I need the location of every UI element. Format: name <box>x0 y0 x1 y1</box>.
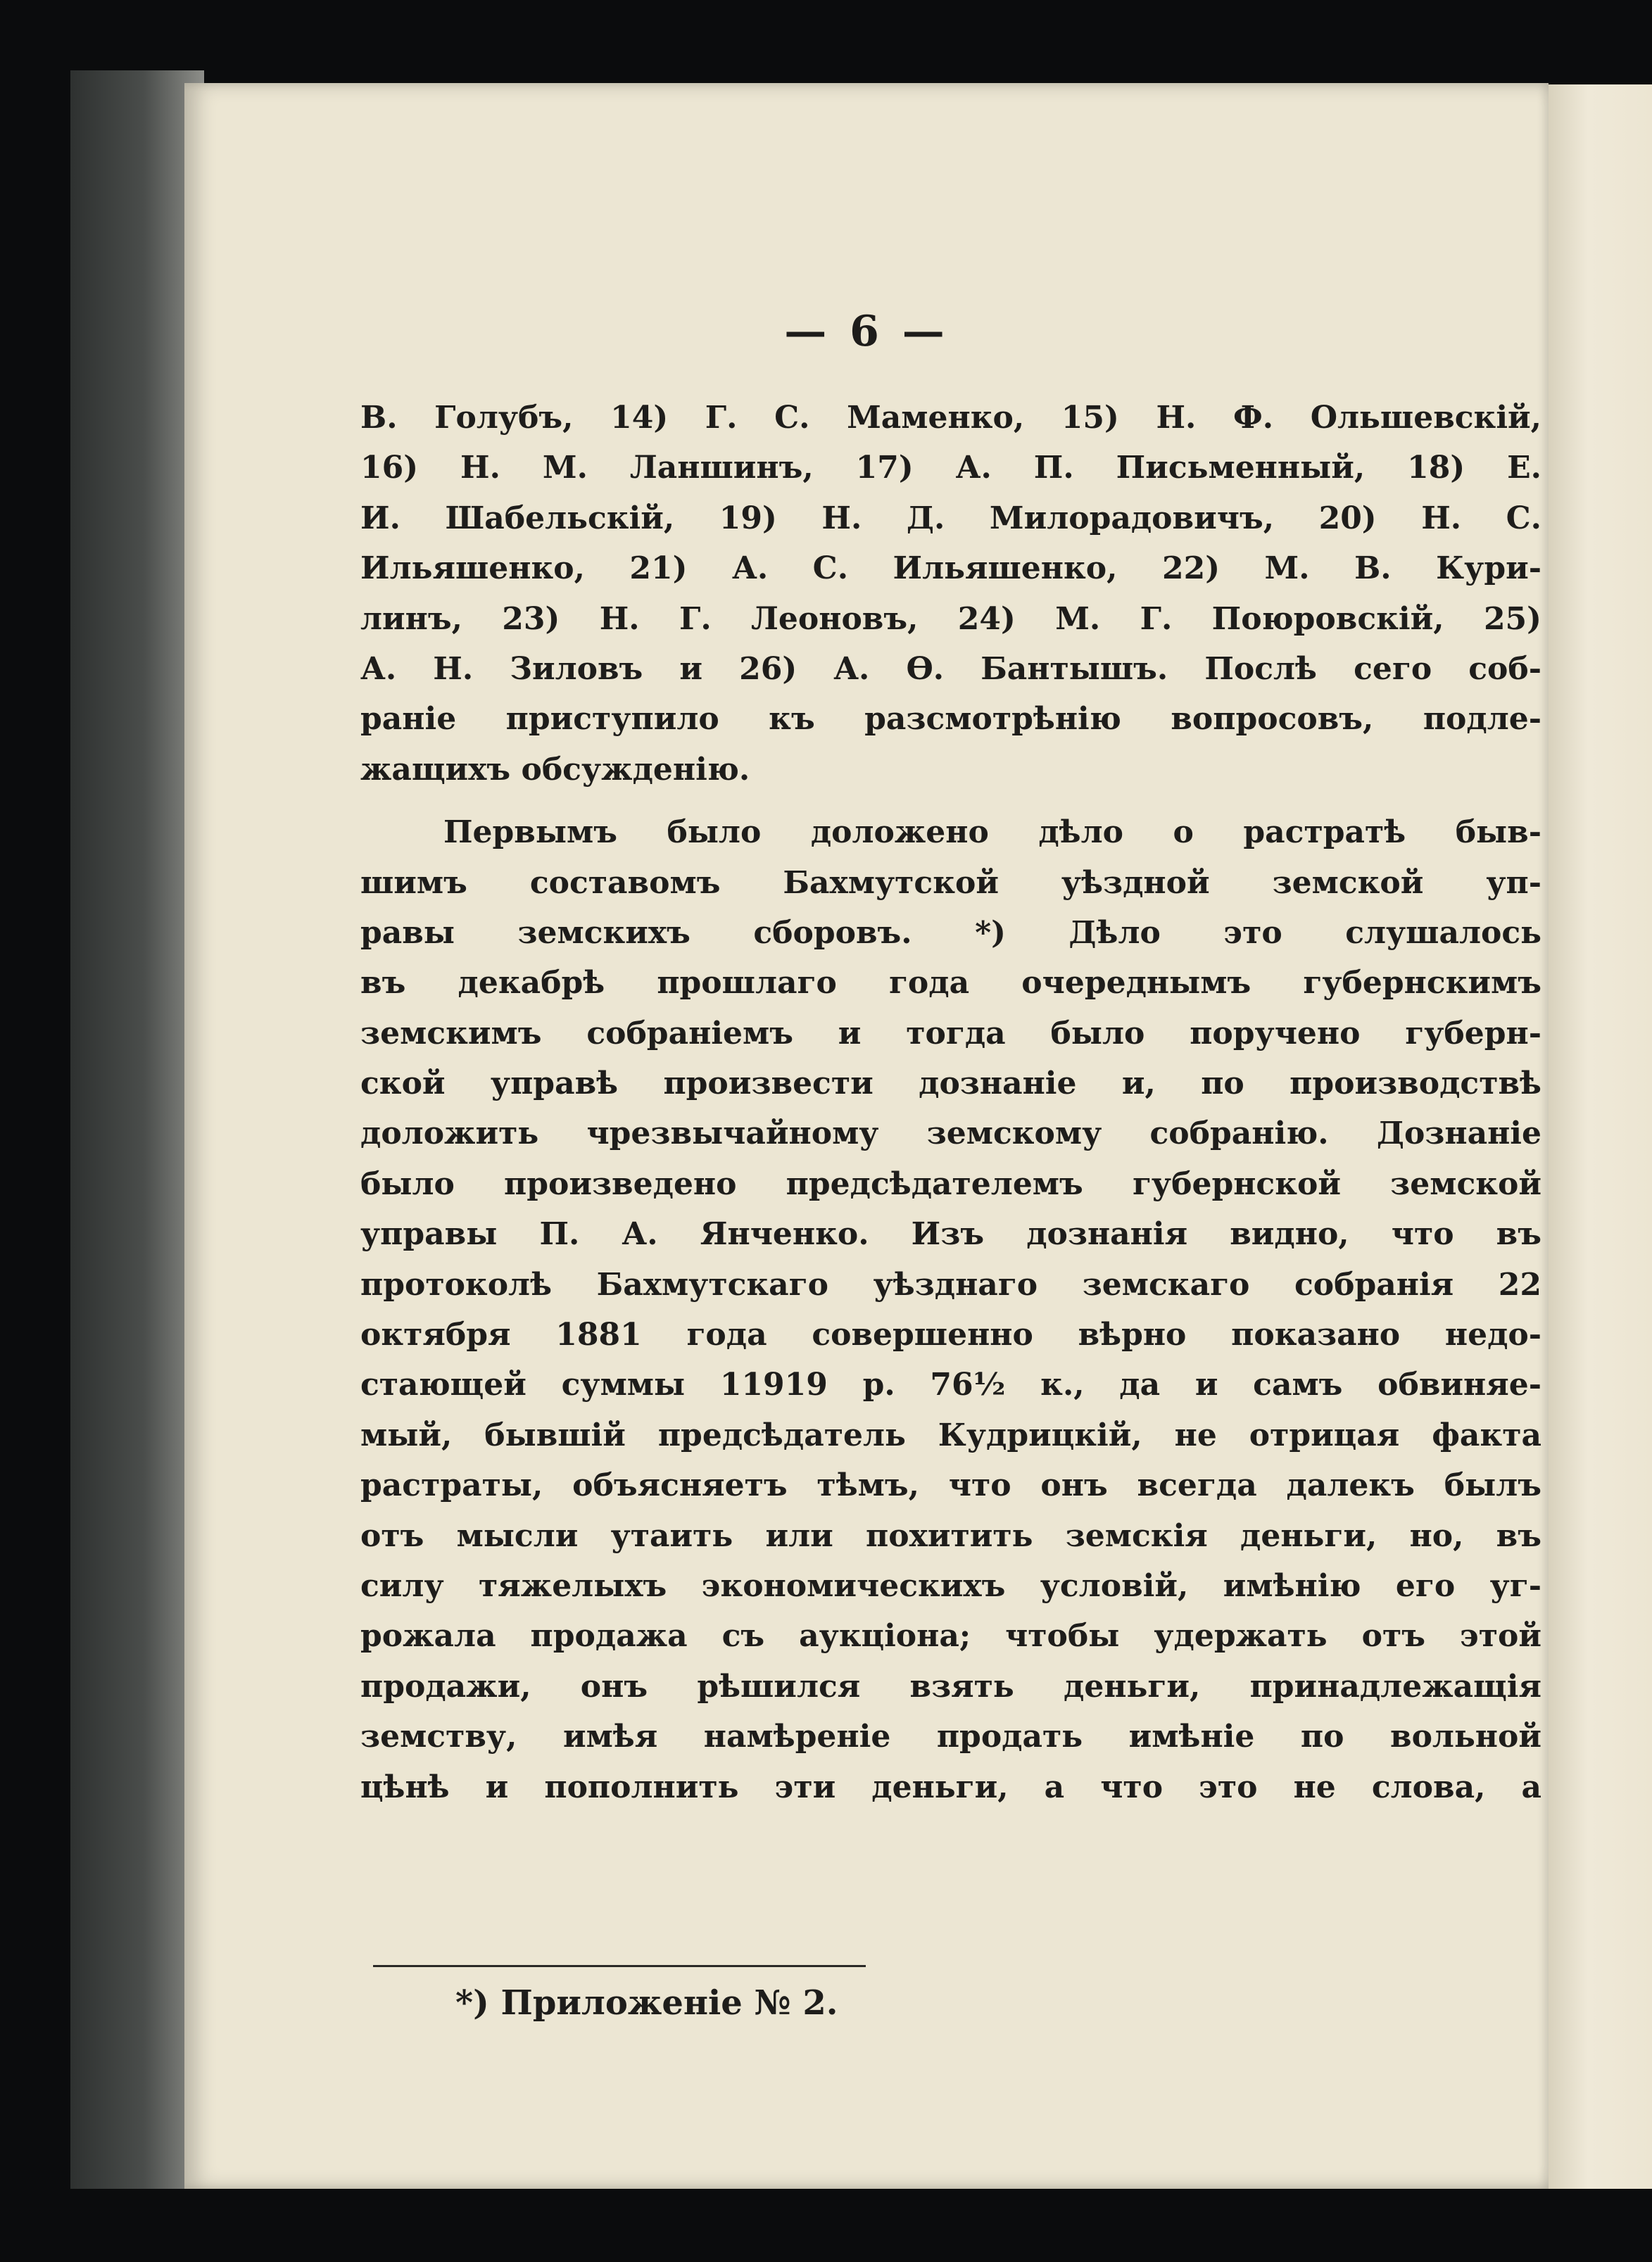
text-line: управы П. А. Янченко. Изъ дознанія видно, что въ <box>360 1216 1541 1253</box>
page-number: — 6 — <box>784 307 949 356</box>
text-line: линъ, 23) Н. Г. Леоновъ, 24) М. Г. Поюровскій, 25) <box>360 600 1541 637</box>
text-line: мый, бывшій предсѣдатель Кудрицкій, не отрицая факта <box>360 1417 1541 1453</box>
text-line: И. Шабельскій, 19) Н. Д. Милорадовичъ, 20) Н. С. <box>360 500 1541 536</box>
text-line: силу тяжелыхъ экономическихъ условій, имѣнію его уг- <box>360 1567 1541 1604</box>
text-line: Первымъ было доложено дѣло о растратѣ быв- <box>443 814 1541 851</box>
paragraph-gap <box>360 795 1541 807</box>
text-line: растраты, объясняетъ тѣмъ, что онъ всегда далекъ былъ <box>360 1467 1541 1504</box>
text-line: рожала продажа съ аукціона; чтобы удержать отъ этой <box>360 1618 1541 1655</box>
text-line: продажи, онъ рѣшился взять деньги, принадлежащія <box>360 1668 1541 1705</box>
text-line: земству, имѣя намѣреніе продать имѣніе по вольной <box>360 1719 1541 1755</box>
text-line: земскимъ собраніемъ и тогда было поручено губерн- <box>360 1015 1541 1051</box>
text-line: жащихъ обсужденію. <box>360 751 750 788</box>
text-line: В. Голубъ, 14) Г. С. Маменко, 15) Н. Ф. Ольшевскій, <box>360 400 1541 436</box>
text-line: Ильяшенко, 21) А. С. Ильяшенко, 22) М. В. Кури- <box>360 550 1541 587</box>
text-line: 16) Н. М. Ланшинъ, 17) А. П. Письменный, 18) Е. <box>360 450 1541 486</box>
text-line: октября 1881 года совершенно вѣрно показано недо- <box>360 1317 1541 1353</box>
text-line: раніе приступило къ разсмотрѣнію вопросовъ, подле- <box>360 701 1541 738</box>
facing-page-edge <box>1545 84 1652 2189</box>
text-line: отъ мысли утаить или похитить земскія деньги, но, въ <box>360 1517 1541 1554</box>
text-line: равы земскихъ сборовъ. *) Дѣло это слушалось <box>360 914 1541 951</box>
text-line: А. Н. Зиловъ и 26) А. Ѳ. Бантышъ. Послѣ сего соб- <box>360 650 1541 687</box>
text-line: доложить чрезвычайному земскому собранію. Дознаніе <box>360 1116 1541 1152</box>
text-line: шимъ составомъ Бахмутской уѣздной земской уп- <box>360 864 1541 901</box>
text-line: въ декабрѣ прошлаго года очереднымъ губернскимъ <box>360 965 1541 1002</box>
text-line: цѣнѣ и пополнить эти деньги, а что это не слова, а <box>360 1769 1541 1805</box>
footnote-divider <box>373 1965 866 1967</box>
text-line: было произведено предсѣдателемъ губернской земской <box>360 1165 1541 1202</box>
body-text <box>360 393 1541 1812</box>
text-line: протоколѣ Бахмутскаго уѣзднаго земскаго собранія 22 <box>360 1266 1541 1303</box>
text-line: стающей суммы 11919 р. 76½ к., да и самъ обвиняе- <box>360 1367 1541 1403</box>
book-page <box>184 83 1549 2189</box>
footnote: *) Приложеніе № 2. <box>455 1983 838 2023</box>
text-line: ской управѣ произвести дознаніе и, по производствѣ <box>360 1066 1541 1102</box>
